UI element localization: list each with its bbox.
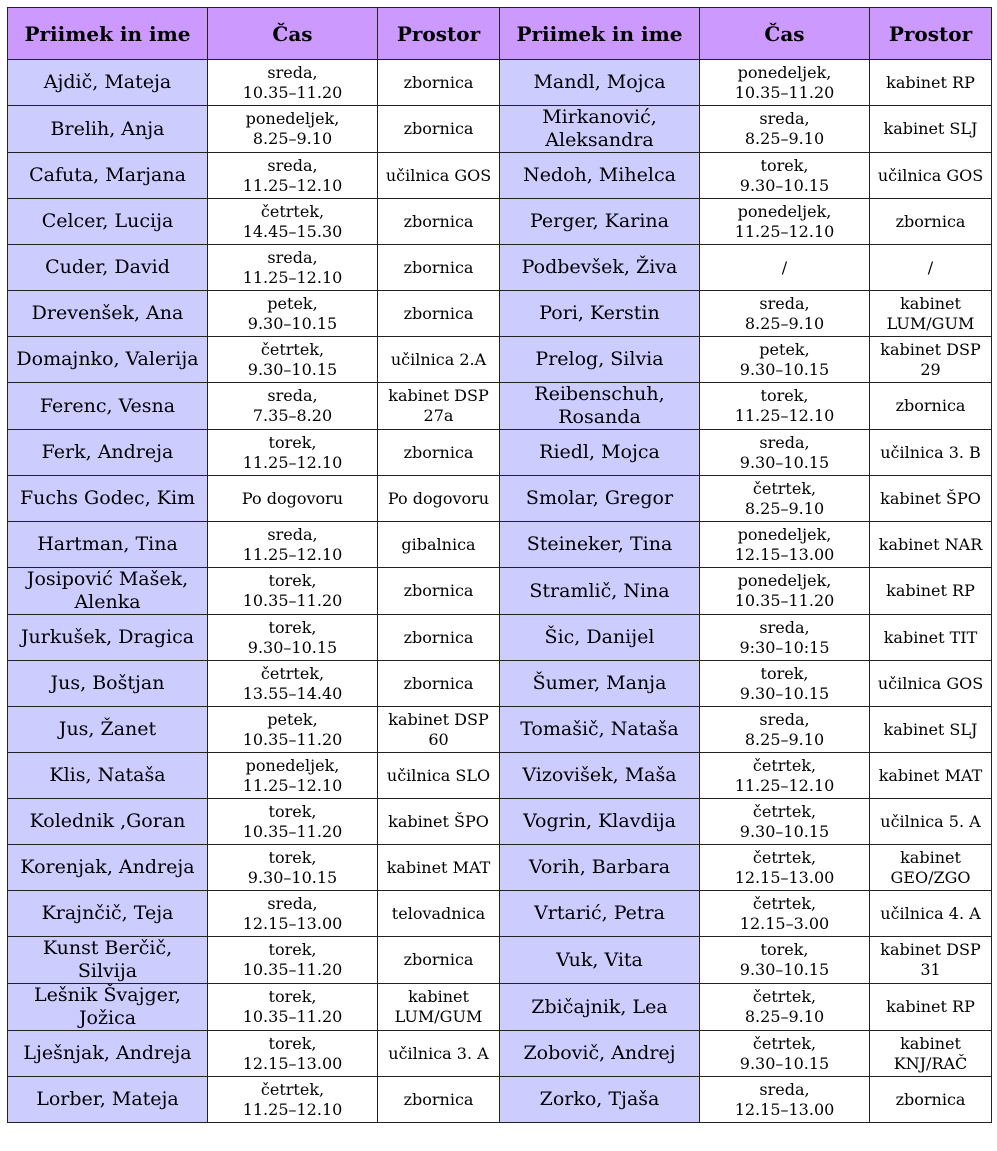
cell-name-right: Pori, Kerstin [500, 291, 700, 337]
table-row [8, 845, 992, 891]
cell-time-left: sreda, 11.25–12.10 [208, 153, 378, 199]
cell-name-left: Celcer, Lucija [8, 199, 208, 245]
cell-name-right: Vuk, Vita [500, 937, 700, 984]
cell-name-right: Šumer, Manja [500, 661, 700, 707]
cell-time-right: četrtek, 12.15–3.00 [700, 891, 870, 937]
cell-time-right: četrtek, 11.25–12.10 [700, 753, 870, 799]
cell-room-left: zbornica [378, 199, 500, 245]
table-row [8, 1077, 992, 1123]
cell-room-right: kabinet ŠPO [870, 476, 992, 522]
cell-name-right: Tomašič, Nataša [500, 707, 700, 753]
cell-room-left: učilnica GOS [378, 153, 500, 199]
cell-room-left: zbornica [378, 245, 500, 291]
cell-time-left: četrtek, 14.45–15.30 [208, 199, 378, 245]
table-row [8, 199, 992, 245]
table-row [8, 476, 992, 522]
cell-name-right: Prelog, Silvia [500, 337, 700, 383]
cell-name-left: Kolednik ,Goran [8, 799, 208, 845]
header-time-right: Čas [700, 8, 870, 60]
cell-name-left: Ferk, Andreja [8, 430, 208, 476]
cell-time-left: petek, 9.30–10.15 [208, 291, 378, 337]
table-row [8, 753, 992, 799]
cell-room-right: kabinet DSP 29 [870, 337, 992, 383]
cell-name-right: Zorko, Tjaša [500, 1077, 700, 1123]
cell-time-right: četrtek, 8.25–9.10 [700, 476, 870, 522]
cell-name-left: Hartman, Tina [8, 522, 208, 568]
header-name-left: Priimek in ime [8, 8, 208, 60]
cell-name-right: Zbičajnik, Lea [500, 984, 700, 1031]
cell-time-left: sreda, 11.25–12.10 [208, 245, 378, 291]
cell-time-right: četrtek, 8.25–9.10 [700, 984, 870, 1031]
cell-room-left: gibalnica [378, 522, 500, 568]
cell-time-right: ponedeljek, 10.35–11.20 [700, 568, 870, 615]
cell-room-right: kabinet MAT [870, 753, 992, 799]
cell-time-left: četrtek, 11.25–12.10 [208, 1077, 378, 1123]
cell-name-left: Domajnko, Valerija [8, 337, 208, 383]
cell-room-right: kabinet NAR [870, 522, 992, 568]
cell-name-left: Fuchs Godec, Kim [8, 476, 208, 522]
table-row [8, 430, 992, 476]
cell-time-left: torek, 9.30–10.15 [208, 845, 378, 891]
cell-room-right: kabinet RP [870, 984, 992, 1031]
cell-room-right: učilnica 4. A [870, 891, 992, 937]
cell-name-right: Šic, Danijel [500, 615, 700, 661]
cell-time-left: sreda, 11.25–12.10 [208, 522, 378, 568]
cell-room-left: zbornica [378, 937, 500, 984]
cell-name-left: Jus, Žanet [8, 707, 208, 753]
cell-room-right: kabinet RP [870, 60, 992, 106]
cell-time-right: ponedeljek, 12.15–13.00 [700, 522, 870, 568]
cell-name-left: Lješnjak, Andreja [8, 1031, 208, 1077]
header-room-left: Prostor [378, 8, 500, 60]
consultation-hours-table [7, 7, 992, 1123]
cell-room-right: kabinet RP [870, 568, 992, 615]
cell-room-left: kabinet DSP 27a [378, 383, 500, 430]
cell-name-left: Drevenšek, Ana [8, 291, 208, 337]
cell-name-right: Vizovišek, Maša [500, 753, 700, 799]
cell-time-left: torek, 10.35–11.20 [208, 984, 378, 1031]
cell-room-left: zbornica [378, 615, 500, 661]
cell-name-right: Stramlič, Nina [500, 568, 700, 615]
cell-time-right: četrtek, 12.15–13.00 [700, 845, 870, 891]
cell-room-left: učilnica 2.A [378, 337, 500, 383]
cell-room-right: učilnica GOS [870, 153, 992, 199]
cell-room-right: kabinet TIT [870, 615, 992, 661]
table-row [8, 522, 992, 568]
table-row [8, 615, 992, 661]
table-row [8, 707, 992, 753]
cell-name-right: Vogrin, Klavdija [500, 799, 700, 845]
cell-room-left: kabinet ŠPO [378, 799, 500, 845]
cell-room-right: kabinet GEO/ZGO [870, 845, 992, 891]
cell-time-right: sreda, 8.25–9.10 [700, 291, 870, 337]
cell-room-right: zbornica [870, 383, 992, 430]
cell-time-left: četrtek, 13.55–14.40 [208, 661, 378, 707]
cell-name-right: Mirkanović, Aleksandra [500, 106, 700, 153]
cell-room-right: kabinet SLJ [870, 707, 992, 753]
cell-room-left: zbornica [378, 568, 500, 615]
table-row [8, 383, 992, 430]
cell-time-right: sreda, 9.30–10.15 [700, 430, 870, 476]
cell-time-left: torek, 9.30–10.15 [208, 615, 378, 661]
cell-name-right: Mandl, Mojca [500, 60, 700, 106]
cell-name-left: Lešnik Švajger, Jožica [8, 984, 208, 1031]
cell-room-right: zbornica [870, 199, 992, 245]
table-row [8, 1031, 992, 1077]
table-row [8, 984, 992, 1031]
cell-room-right: kabinet KNJ/RAČ [870, 1031, 992, 1077]
cell-time-left: sreda, 12.15–13.00 [208, 891, 378, 937]
header-time-left: Čas [208, 8, 378, 60]
cell-time-left: ponedeljek, 8.25–9.10 [208, 106, 378, 153]
cell-time-left: petek, 10.35–11.20 [208, 707, 378, 753]
cell-room-right: / [870, 245, 992, 291]
cell-time-left: četrtek, 9.30–10.15 [208, 337, 378, 383]
cell-name-right: Vorih, Barbara [500, 845, 700, 891]
header-room-right: Prostor [870, 8, 992, 60]
cell-name-right: Perger, Karina [500, 199, 700, 245]
cell-name-left: Lorber, Mateja [8, 1077, 208, 1123]
table-row [8, 245, 992, 291]
cell-name-right: Riedl, Mojca [500, 430, 700, 476]
cell-time-right: torek, 9.30–10.15 [700, 661, 870, 707]
cell-room-right: kabinet SLJ [870, 106, 992, 153]
table-header [8, 8, 992, 60]
cell-time-left: sreda, 10.35–11.20 [208, 60, 378, 106]
cell-time-left: ponedeljek, 11.25–12.10 [208, 753, 378, 799]
cell-room-left: kabinet LUM/GUM [378, 984, 500, 1031]
cell-room-right: kabinet LUM/GUM [870, 291, 992, 337]
cell-room-left: zbornica [378, 60, 500, 106]
cell-room-left: kabinet DSP 60 [378, 707, 500, 753]
table-row [8, 568, 992, 615]
cell-name-right: Nedoh, Mihelca [500, 153, 700, 199]
cell-name-left: Kunst Berčič, Silvija [8, 937, 208, 984]
cell-name-left: Brelih, Anja [8, 106, 208, 153]
cell-time-left: torek, 10.35–11.20 [208, 568, 378, 615]
table-row [8, 337, 992, 383]
cell-name-left: Cafuta, Marjana [8, 153, 208, 199]
cell-time-left: torek, 10.35–11.20 [208, 937, 378, 984]
cell-room-left: kabinet MAT [378, 845, 500, 891]
cell-name-left: Ferenc, Vesna [8, 383, 208, 430]
cell-room-left: zbornica [378, 661, 500, 707]
cell-room-right: kabinet DSP 31 [870, 937, 992, 984]
cell-room-left: zbornica [378, 1077, 500, 1123]
cell-room-left: učilnica SLO [378, 753, 500, 799]
cell-time-right: ponedeljek, 10.35–11.20 [700, 60, 870, 106]
cell-time-right: četrtek, 9.30–10.15 [700, 799, 870, 845]
cell-name-left: Cuder, David [8, 245, 208, 291]
cell-time-right: četrtek, 9.30–10.15 [700, 1031, 870, 1077]
table-row [8, 60, 992, 106]
cell-room-right: zbornica [870, 1077, 992, 1123]
table-row [8, 891, 992, 937]
cell-time-right: / [700, 245, 870, 291]
cell-time-right: sreda, 8.25–9.10 [700, 106, 870, 153]
cell-room-right: učilnica 3. B [870, 430, 992, 476]
cell-time-left: sreda, 7.35–8.20 [208, 383, 378, 430]
cell-room-right: učilnica GOS [870, 661, 992, 707]
cell-name-left: Jus, Boštjan [8, 661, 208, 707]
cell-time-right: ponedeljek, 11.25–12.10 [700, 199, 870, 245]
cell-room-left: zbornica [378, 291, 500, 337]
cell-name-right: Zobovič, Andrej [500, 1031, 700, 1077]
cell-name-right: Podbevšek, Živa [500, 245, 700, 291]
cell-name-left: Korenjak, Andreja [8, 845, 208, 891]
cell-time-left: torek, 11.25–12.10 [208, 430, 378, 476]
cell-name-right: Vrtarić, Petra [500, 891, 700, 937]
cell-time-left: torek, 10.35–11.20 [208, 799, 378, 845]
table-row [8, 153, 992, 199]
cell-room-left: učilnica 3. A [378, 1031, 500, 1077]
table-row [8, 799, 992, 845]
cell-name-right: Smolar, Gregor [500, 476, 700, 522]
cell-room-left: zbornica [378, 430, 500, 476]
table-row [8, 106, 992, 153]
cell-name-left: Ajdič, Mateja [8, 60, 208, 106]
cell-time-right: sreda, 9:30–10:15 [700, 615, 870, 661]
cell-name-left: Klis, Nataša [8, 753, 208, 799]
cell-time-right: sreda, 12.15–13.00 [700, 1077, 870, 1123]
cell-name-left: Jurkušek, Dragica [8, 615, 208, 661]
table-row [8, 937, 992, 984]
cell-time-right: sreda, 8.25–9.10 [700, 707, 870, 753]
cell-room-left: zbornica [378, 106, 500, 153]
cell-name-right: Steineker, Tina [500, 522, 700, 568]
cell-name-left: Josipović Mašek, Alenka [8, 568, 208, 615]
cell-room-right: učilnica 5. A [870, 799, 992, 845]
cell-time-right: torek, 9.30–10.15 [700, 937, 870, 984]
cell-name-right: Reibenschuh, Rosanda [500, 383, 700, 430]
table-row [8, 291, 992, 337]
table-row [8, 661, 992, 707]
cell-name-left: Krajnčič, Teja [8, 891, 208, 937]
cell-time-left: torek, 12.15–13.00 [208, 1031, 378, 1077]
cell-room-left: telovadnica [378, 891, 500, 937]
cell-time-right: petek, 9.30–10.15 [700, 337, 870, 383]
cell-time-right: torek, 9.30–10.15 [700, 153, 870, 199]
table-body [8, 60, 992, 1123]
cell-time-right: torek, 11.25–12.10 [700, 383, 870, 430]
cell-room-left: Po dogovoru [378, 476, 500, 522]
cell-time-left: Po dogovoru [208, 476, 378, 522]
header-name-right: Priimek in ime [500, 8, 700, 60]
